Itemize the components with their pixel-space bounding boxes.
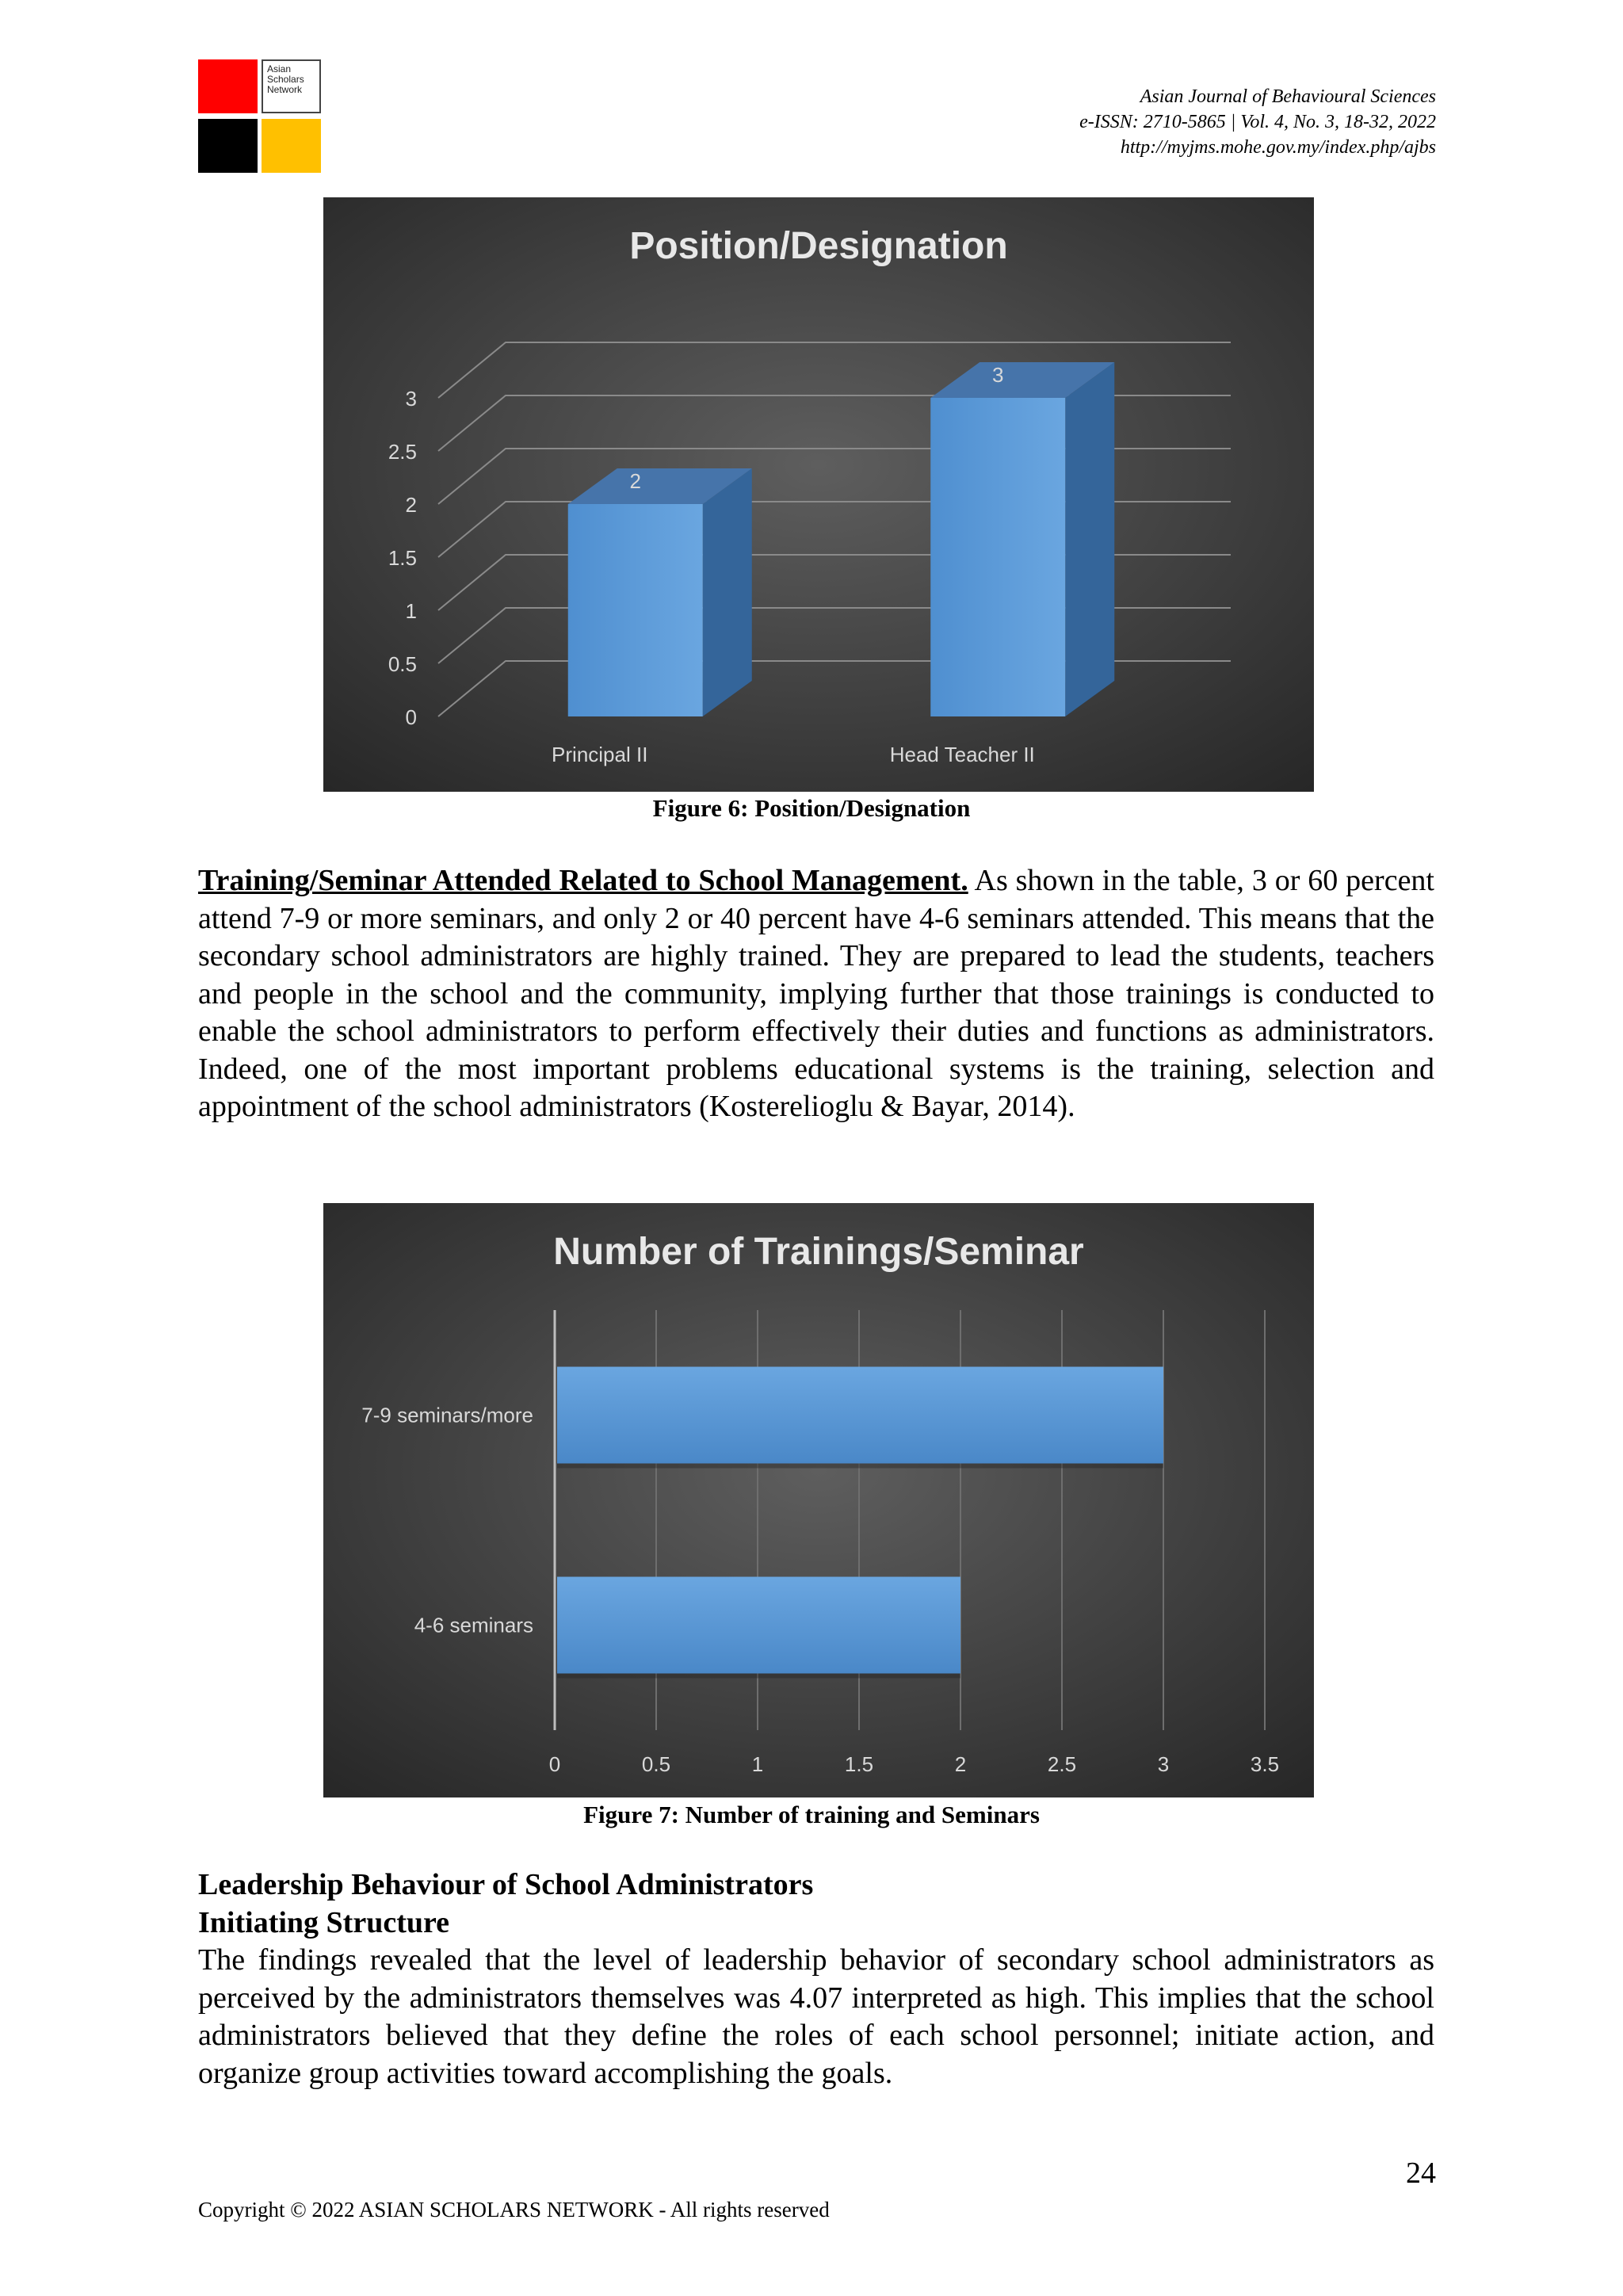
figure-6-chart <box>323 197 1314 792</box>
figure-6-caption: Figure 6: Position/Designation <box>652 794 971 822</box>
chart-title: Position/Designation <box>629 225 1008 267</box>
logo-text-box <box>262 59 321 113</box>
logo-line: Scholars <box>267 74 304 85</box>
bar <box>568 504 703 716</box>
x-tick-label: 1.5 <box>844 1752 874 1776</box>
journal-url[interactable]: http://myjms.mohe.gov.my/index.php/ajbs <box>1120 137 1436 158</box>
chart-background <box>323 1203 1314 1797</box>
training-paragraph <box>198 862 1434 1126</box>
bar <box>930 398 1065 716</box>
figure-7-caption: Figure 7: Number of training and Seminars <box>583 1801 1040 1828</box>
trainings-seminar-svg <box>323 1203 1314 1797</box>
logo-red-square <box>198 59 258 113</box>
journal-header <box>1079 84 1436 160</box>
y-tick-label: 1 <box>405 599 417 623</box>
bar <box>557 1367 1163 1464</box>
leadership-paragraph: The findings revealed that the level of leadership behavior of secondary school administrators as perceived by the administrators themselves was 4.07 interpreted as high. This implies that the school administrators believed that they define the roles of each school personnel; initiate action, and organize group activities toward accomplishing the goals. <box>198 1943 1434 2090</box>
copyright-notice: Copyright © 2022 ASIAN SCHOLARS NETWORK - All rights reserved <box>198 2198 830 2222</box>
x-tick-label: Head Teacher II <box>889 743 1035 766</box>
data-label: 3 <box>992 363 1004 387</box>
logo-yellow-square <box>262 119 321 173</box>
x-tick-label: 2.5 <box>1047 1752 1077 1776</box>
training-body: As shown in the table, 3 or 60 percent attend 7-9 or more seminars, and only 2 or 40 percent have 4-6 seminars attended. This means that the secondary school administrators are highly trained. They are prepared to lead the students, teachers and people in the school and the community, implying further that those trainings is conducted to enable the school administrators to perform effectively their duties and functions as administrators. Indeed, one of the most important problems educational systems is the training, selection and appointment of the school administrators (Kosterelioglu & Bayar, 2014). <box>198 864 1434 1123</box>
y-category-label: 4-6 seminars <box>414 1613 533 1637</box>
figure-7-chart <box>323 1203 1314 1797</box>
chart-background <box>323 197 1314 792</box>
x-tick-label: 0.5 <box>641 1752 671 1776</box>
y-tick-label: 0.5 <box>388 652 417 676</box>
bar-side <box>1065 362 1114 716</box>
publisher-logo <box>198 59 323 174</box>
x-tick-label: 1 <box>751 1752 764 1776</box>
y-tick-label: 1.5 <box>388 546 417 570</box>
y-tick-label: 2.5 <box>388 440 417 464</box>
section-subheading: Initiating Structure <box>198 1906 450 1939</box>
chart-title: Number of Trainings/Seminar <box>553 1231 1084 1273</box>
y-tick-label: 2 <box>405 493 417 517</box>
position-designation-svg <box>323 197 1314 792</box>
x-tick-label: 0 <box>548 1752 561 1776</box>
training-lead: Training/Seminar Attended Related to School Management. <box>198 864 968 897</box>
logo-black-square <box>198 119 258 173</box>
x-tick-label: Principal II <box>552 743 648 766</box>
x-tick-label: 2 <box>954 1752 967 1776</box>
data-label: 2 <box>629 469 641 493</box>
bar-side <box>703 468 752 716</box>
y-category-label: 7-9 seminars/more <box>361 1403 533 1427</box>
journal-issn: e-ISSN: 2710-5865 | Vol. 4, No. 3, 18-32, 2022 <box>1079 112 1436 132</box>
logo-line: Network <box>267 84 303 95</box>
y-tick-label: 3 <box>405 387 417 411</box>
page-number: 24 <box>1406 2157 1436 2190</box>
y-tick-label: 0 <box>405 705 417 729</box>
journal-title: Asian Journal of Behavioural Sciences <box>1140 86 1436 107</box>
x-tick-label: 3 <box>1157 1752 1170 1776</box>
logo-line: Asian <box>267 63 292 74</box>
bar <box>557 1577 960 1674</box>
section-heading: Leadership Behaviour of School Administrators <box>198 1868 814 1901</box>
x-tick-label: 3.5 <box>1250 1752 1280 1776</box>
